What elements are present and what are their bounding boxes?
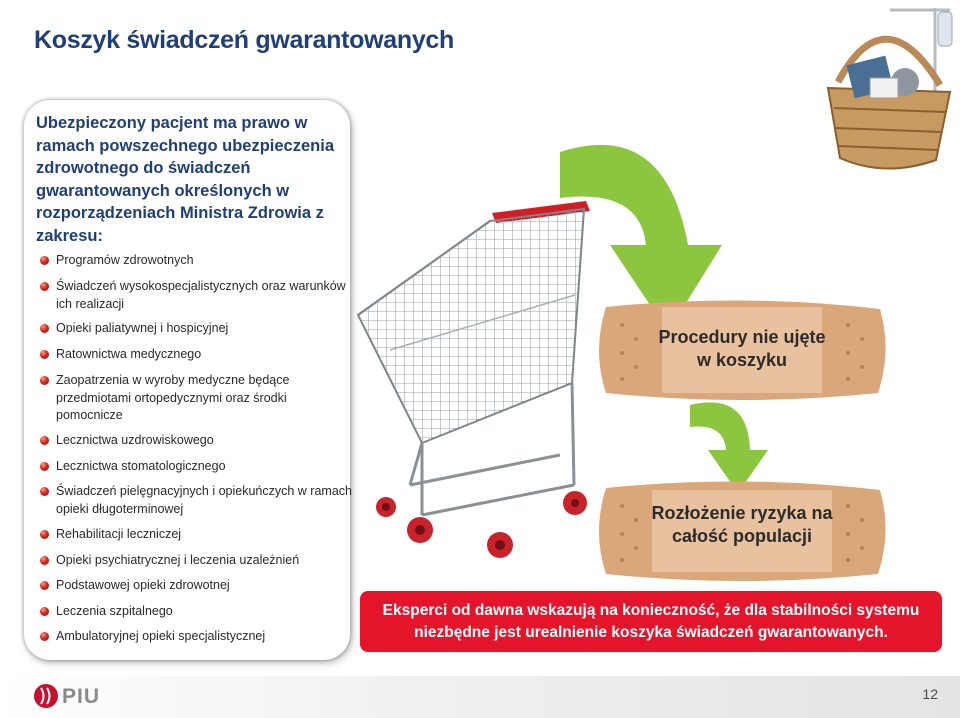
footer-bar [0, 676, 960, 718]
logo-icon [33, 683, 59, 709]
coverage-panel [24, 100, 350, 660]
list-item: Lecznictwa stomatologicznego [36, 458, 356, 476]
bullet-icon [40, 256, 49, 265]
bullet-icon [40, 487, 49, 496]
page-number: 12 [922, 686, 938, 702]
bullet-icon [40, 607, 49, 616]
medical-basket-icon [810, 0, 960, 180]
bandage-text: Procedury nie ujęte w koszyku [658, 327, 826, 370]
page-title: Koszyk świadczeń gwarantowanych [34, 26, 454, 54]
logo-text: PIU [62, 685, 101, 708]
list-item: Programów zdrowotnych [36, 252, 356, 270]
list-item: Świadczeń pielęgnacyjnych i opiekuńczych w ramach opieki długoterminowej [36, 483, 356, 518]
list-item: Zaopatrzenia w wyroby medyczne będące przedmiotami ortopedycznymi oraz środki pomocnicze [36, 372, 356, 425]
bullet-icon [40, 581, 49, 590]
bullet-icon [40, 462, 49, 471]
list-item: Ratownictwa medycznego [36, 346, 356, 364]
expert-callout: Eksperci od dawna wskazują na konieczność, że dla stabilności systemu niezbędne jest urealnienie koszyka świadczeń gwarantowanych. [360, 591, 942, 652]
list-item: Rehabilitacji leczniczej [36, 526, 356, 544]
bullet-icon [40, 436, 49, 445]
piu-logo [33, 683, 123, 711]
list-item: Lecznictwa uzdrowiskowego [36, 432, 356, 450]
bullet-icon [40, 530, 49, 539]
list-item: Opieki psychiatrycznej i leczenia uzależnień [36, 552, 356, 570]
list-item: Opieki paliatywnej i hospicyjnej [36, 320, 356, 338]
panel-intro: Ubezpieczony pacjent ma prawo w ramach powszechnego ubezpieczenia zdrowotnego do świadczeń gwarantowanych określonych w rozporządzeniach Ministra Zdrowia z zakresu: [36, 114, 334, 245]
bullet-icon [40, 556, 49, 565]
bullet-icon [40, 324, 49, 333]
list-item: Podstawowej opieki zdrowotnej [36, 577, 356, 595]
bandage-text: Rozłożenie ryzyka na całość populacji [651, 503, 833, 546]
bullet-icon [40, 632, 49, 641]
list-item: Leczenia szpitalnego [36, 603, 356, 621]
bullet-icon [40, 350, 49, 359]
bullet-icon [40, 376, 49, 385]
bullet-icon [40, 282, 49, 291]
list-item: Ambulatoryjnej opieki specjalistycznej [36, 628, 356, 646]
list-item: Świadczeń wysokospecjalistycznych oraz warunków ich realizacji [36, 278, 356, 313]
